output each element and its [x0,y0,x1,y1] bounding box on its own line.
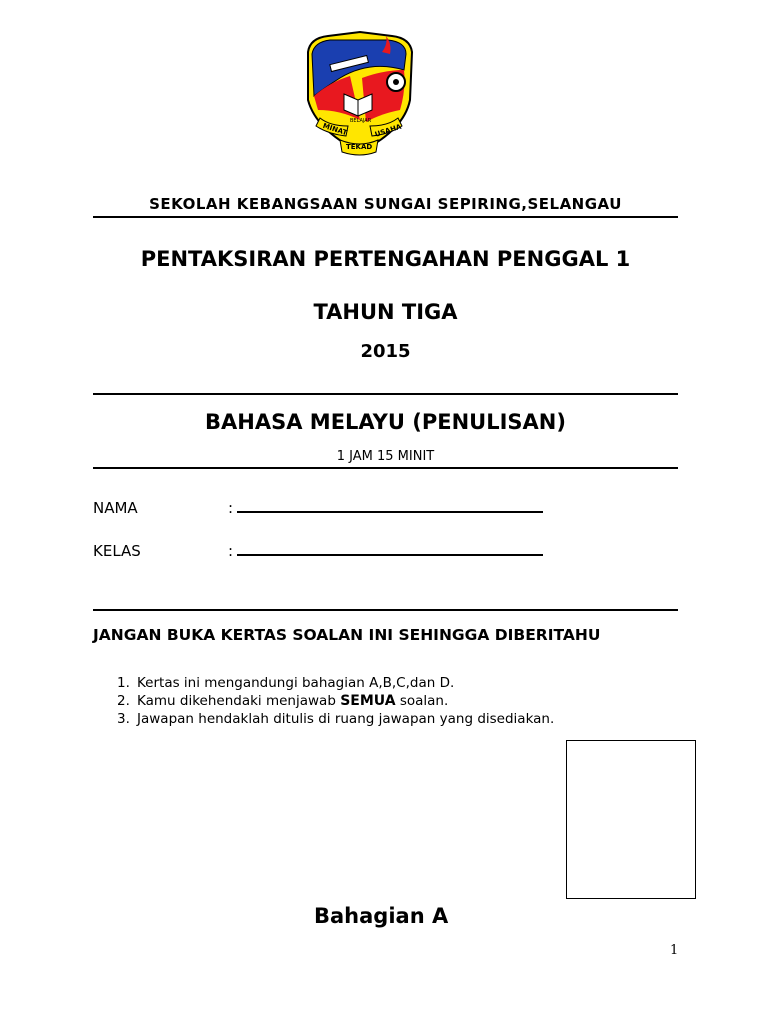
year-level: TAHUN TIGA [313,300,458,324]
instruction-number: 3. [117,711,130,727]
instruction-item [117,710,554,728]
title-rule [93,393,678,395]
fields-rule [93,609,678,611]
crest-motto-right: USAHA [373,122,403,139]
instruction-emphasis: SEMUA [340,693,396,709]
page-number: 1 [670,943,679,958]
crest-motto-left: MINAT [321,121,349,138]
name-label: NAMA [93,499,138,517]
instruction-text: Kamu dikehendaki menjawab [137,693,341,709]
crest-motto-bottom: TEKAD [346,143,373,151]
school-crest [300,30,418,158]
section-heading: Bahagian A [314,904,449,928]
instruction-text-end: soalan. [395,693,449,709]
instruction-number: 2. [117,693,130,709]
crest-ribbon-top: BELAJAR [350,118,372,124]
class-label: KELAS [93,542,141,560]
marks-box [566,740,696,899]
name-field[interactable] [228,499,543,517]
name-blank[interactable] [237,499,543,513]
name-colon: : [228,499,234,517]
duration-rule [93,467,678,469]
warning-text: JANGAN BUKA KERTAS SOALAN INI SEHINGGA DIBERITAHU [93,626,601,644]
school-name-rule [93,216,678,218]
instruction-item [117,692,554,710]
instructions-list [117,674,554,728]
instruction-number: 1. [117,675,130,691]
class-field[interactable] [228,542,543,560]
class-blank[interactable] [237,542,543,556]
exam-duration: 1 JAM 15 MINIT [336,449,435,464]
exam-title: PENTAKSIRAN PERTENGAHAN PENGGAL 1 [140,247,631,271]
instruction-item [117,674,554,692]
instruction-text: Kertas ini mengandungi bahagian A,B,C,dan D. [137,675,455,691]
subject-title: BAHASA MELAYU (PENULISAN) [205,410,566,434]
exam-year: 2015 [360,341,411,362]
school-name: SEKOLAH KEBANGSAAN SUNGAI SEPIRING,SELANGAU [149,195,622,213]
instruction-text: Jawapan hendaklah ditulis di ruang jawapan yang disediakan. [137,711,555,727]
crest-logo [300,30,418,158]
class-colon: : [228,542,234,560]
